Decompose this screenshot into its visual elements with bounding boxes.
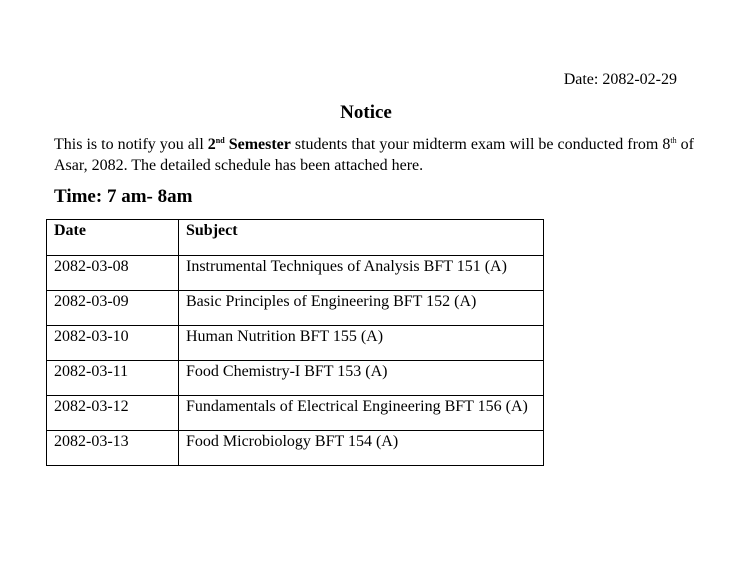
table-row [47,256,544,291]
schedule-table [46,219,544,466]
cell-subject: Basic Principles of Engineering BFT 152 (A) [179,291,544,326]
cell-subject: Food Chemistry-I BFT 153 (A) [179,361,544,396]
header-date: Date [47,220,179,256]
cell-date: 2082-03-08 [47,256,179,291]
cell-date: 2082-03-11 [47,361,179,396]
semester-text [208,136,291,153]
table-row [47,361,544,396]
cell-date: 2082-03-09 [47,291,179,326]
table-row [47,431,544,466]
sem-suffix: nd [215,136,225,145]
cell-subject: Human Nutrition BFT 155 (A) [179,326,544,361]
exam-time: Time: 7 am- 8am [54,186,193,207]
header-subject: Subject [179,220,544,256]
cell-subject: Food Microbiology BFT 154 (A) [179,431,544,466]
table-row [47,396,544,431]
cell-date: 2082-03-13 [47,431,179,466]
cell-subject: Instrumental Techniques of Analysis BFT 151 (A) [179,256,544,291]
para-text: This is to notify you all [54,136,208,153]
cell-subject: Fundamentals of Electrical Engineering BFT 156 (A) [179,396,544,431]
notice-paragraph [54,135,694,176]
sem-number: 2 [207,136,216,153]
table-row [47,291,544,326]
notice-date: Date: 2082-02-29 [563,71,677,88]
sem-word: Semester [224,136,291,153]
para-text: of Asar, 2082. The detailed schedule has been attached here. [54,136,694,174]
cell-date: 2082-03-12 [47,396,179,431]
cell-date: 2082-03-10 [47,326,179,361]
day-suffix: th [670,136,677,145]
notice-title: Notice [340,102,392,123]
para-text: students that your midterm exam will be conducted from 8 [290,136,671,153]
table-header-row [47,220,544,256]
table-row [47,326,544,361]
